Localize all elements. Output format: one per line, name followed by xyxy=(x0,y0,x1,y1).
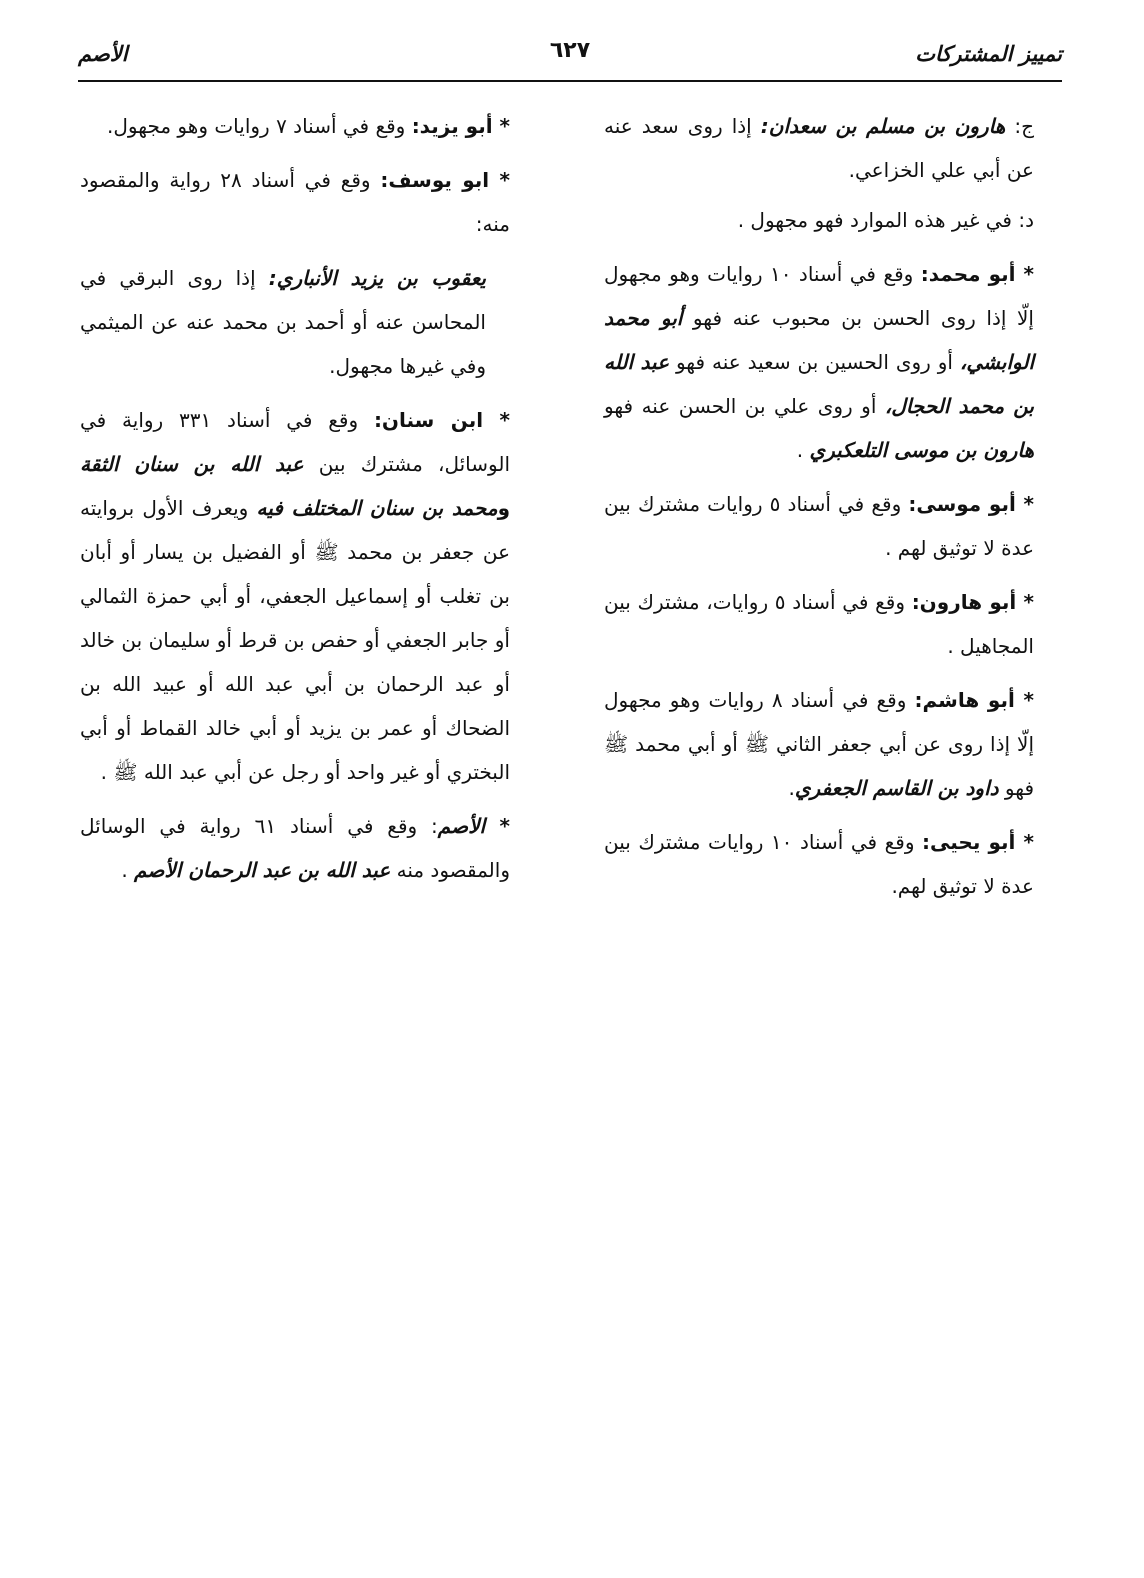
page-header xyxy=(78,34,1062,82)
entry-abu-yahya: * أبو يحيى: وقع في أسناد ١٠ روايات مشترك بين عدة لا توثيق لهم. xyxy=(604,830,1034,898)
entry-abu-musa: * أبو موسى: وقع في أسناد ٥ روايات مشترك بين عدة لا توثيق لهم . xyxy=(604,492,1035,560)
entry-abu-yazid: * أبو يزيد: وقع في أسناد ٧ روايات وهو مجهول. xyxy=(107,114,510,138)
entry-abu-muhammad: * أبو محمد: وقع في أسناد ١٠ روايات وهو مجهول إلّا إذا روى الحسن بن محبوب عنه فهو أبو محمد الوابشي، أو روى الحسين بن سعيد عنه فهو عبد الله بن محمد الحجال، أو روى علي بن الحسن عنه فهو هارون بن موسى التلعكبري . xyxy=(604,262,1035,462)
right-column xyxy=(604,104,1034,918)
entry-heading: أبو يحيى: xyxy=(922,830,1016,854)
entry-heading: هارون بن مسلم بن سعدان: xyxy=(760,114,1006,138)
asterisk-icon: * xyxy=(1016,590,1035,614)
entry-yaqub-bin-yazid: يعقوب بن يزيد الأنباري: إذا روى البرقي في المحاسن عنه أو أحمد بن محمد عنه عن الميثمي وفي غيرها مجهول. xyxy=(80,266,486,378)
asterisk-icon: * xyxy=(1014,688,1035,712)
asterisk-icon: * xyxy=(1015,262,1035,286)
entry-heading: أبو موسى: xyxy=(908,492,1016,516)
entry-heading: ابو يوسف: xyxy=(380,168,490,192)
entry-abu-hashim: * أبو هاشم: وقع في أسناد ٨ روايات وهو مجهول إلّا إذا روى عن أبي جعفر الثاني ﷺ أو أبي محمد ﷺ فهو داود بن القاسم الجعفري. xyxy=(604,688,1035,800)
entry-heading: يعقوب بن يزيد الأنباري: xyxy=(268,266,486,290)
entry-heading: ابن سنان: xyxy=(373,408,484,432)
running-title: تمييز المشتركات xyxy=(915,42,1062,66)
page-number: ٦٢٧ xyxy=(549,38,591,63)
entry-ibn-sinan: * ابن سنان: وقع في أسناد ٣٣١ رواية في الوسائل، مشترك بين عبد الله بن سنان الثقة ومحمد بن سنان المختلف فيه ويعرف الأول بروايته عن جعفر بن محمد ﷺ أو الفضيل بن يسار أو أبان بن تغلب أو إسماعيل الجعفي، أو أبي حمزة الثمالي أو جابر الجعفي أو حفص بن قرط أو سليمان بن خالد أو عبد الرحمان بن أبي عبد الله أو عبيد الله بن الضحاك أو عمر بن يزيد أو أبي خالد القماط أو أبي البختري أو غير واحد أو رجل عن أبي عبد الله ﷺ . xyxy=(80,408,511,784)
section-title: الأصم xyxy=(78,42,128,66)
asterisk-icon: * xyxy=(483,408,510,432)
entry-al-asamm: * الأصم: وقع في أسناد ٦١ رواية في الوسائل والمقصود منه عبد الله بن عبد الرحمان الأصم . xyxy=(80,814,511,882)
entry-heading: أبو يزيد: xyxy=(411,114,493,138)
entry-heading: الأصم xyxy=(437,814,486,838)
left-column xyxy=(80,104,510,902)
asterisk-icon: * xyxy=(1015,830,1034,854)
entry-abu-harun: * أبو هارون: وقع في أسناد ٥ روايات، مشترك بين المجاهيل . xyxy=(604,590,1035,658)
asterisk-icon: * xyxy=(492,114,510,138)
asterisk-icon: * xyxy=(1015,492,1035,516)
asterisk-icon: * xyxy=(485,814,511,838)
entry-heading: أبو هاشم: xyxy=(914,688,1015,712)
entry-other-cases: د: في غير هذه الموارد فهو مجهول . xyxy=(737,208,1034,232)
asterisk-icon: * xyxy=(489,168,511,192)
entry-heading: أبو هارون: xyxy=(911,590,1017,614)
entry-heading: أبو محمد: xyxy=(920,262,1016,286)
entry-harun-bin-muslim: ج: هارون بن مسلم بن سعدان: إذا روى سعد عنه عن أبي علي الخزاعي. xyxy=(604,114,1034,182)
entry-abu-yusuf: * ابو يوسف: وقع في أسناد ٢٨ رواية والمقصود منه: xyxy=(80,168,511,236)
